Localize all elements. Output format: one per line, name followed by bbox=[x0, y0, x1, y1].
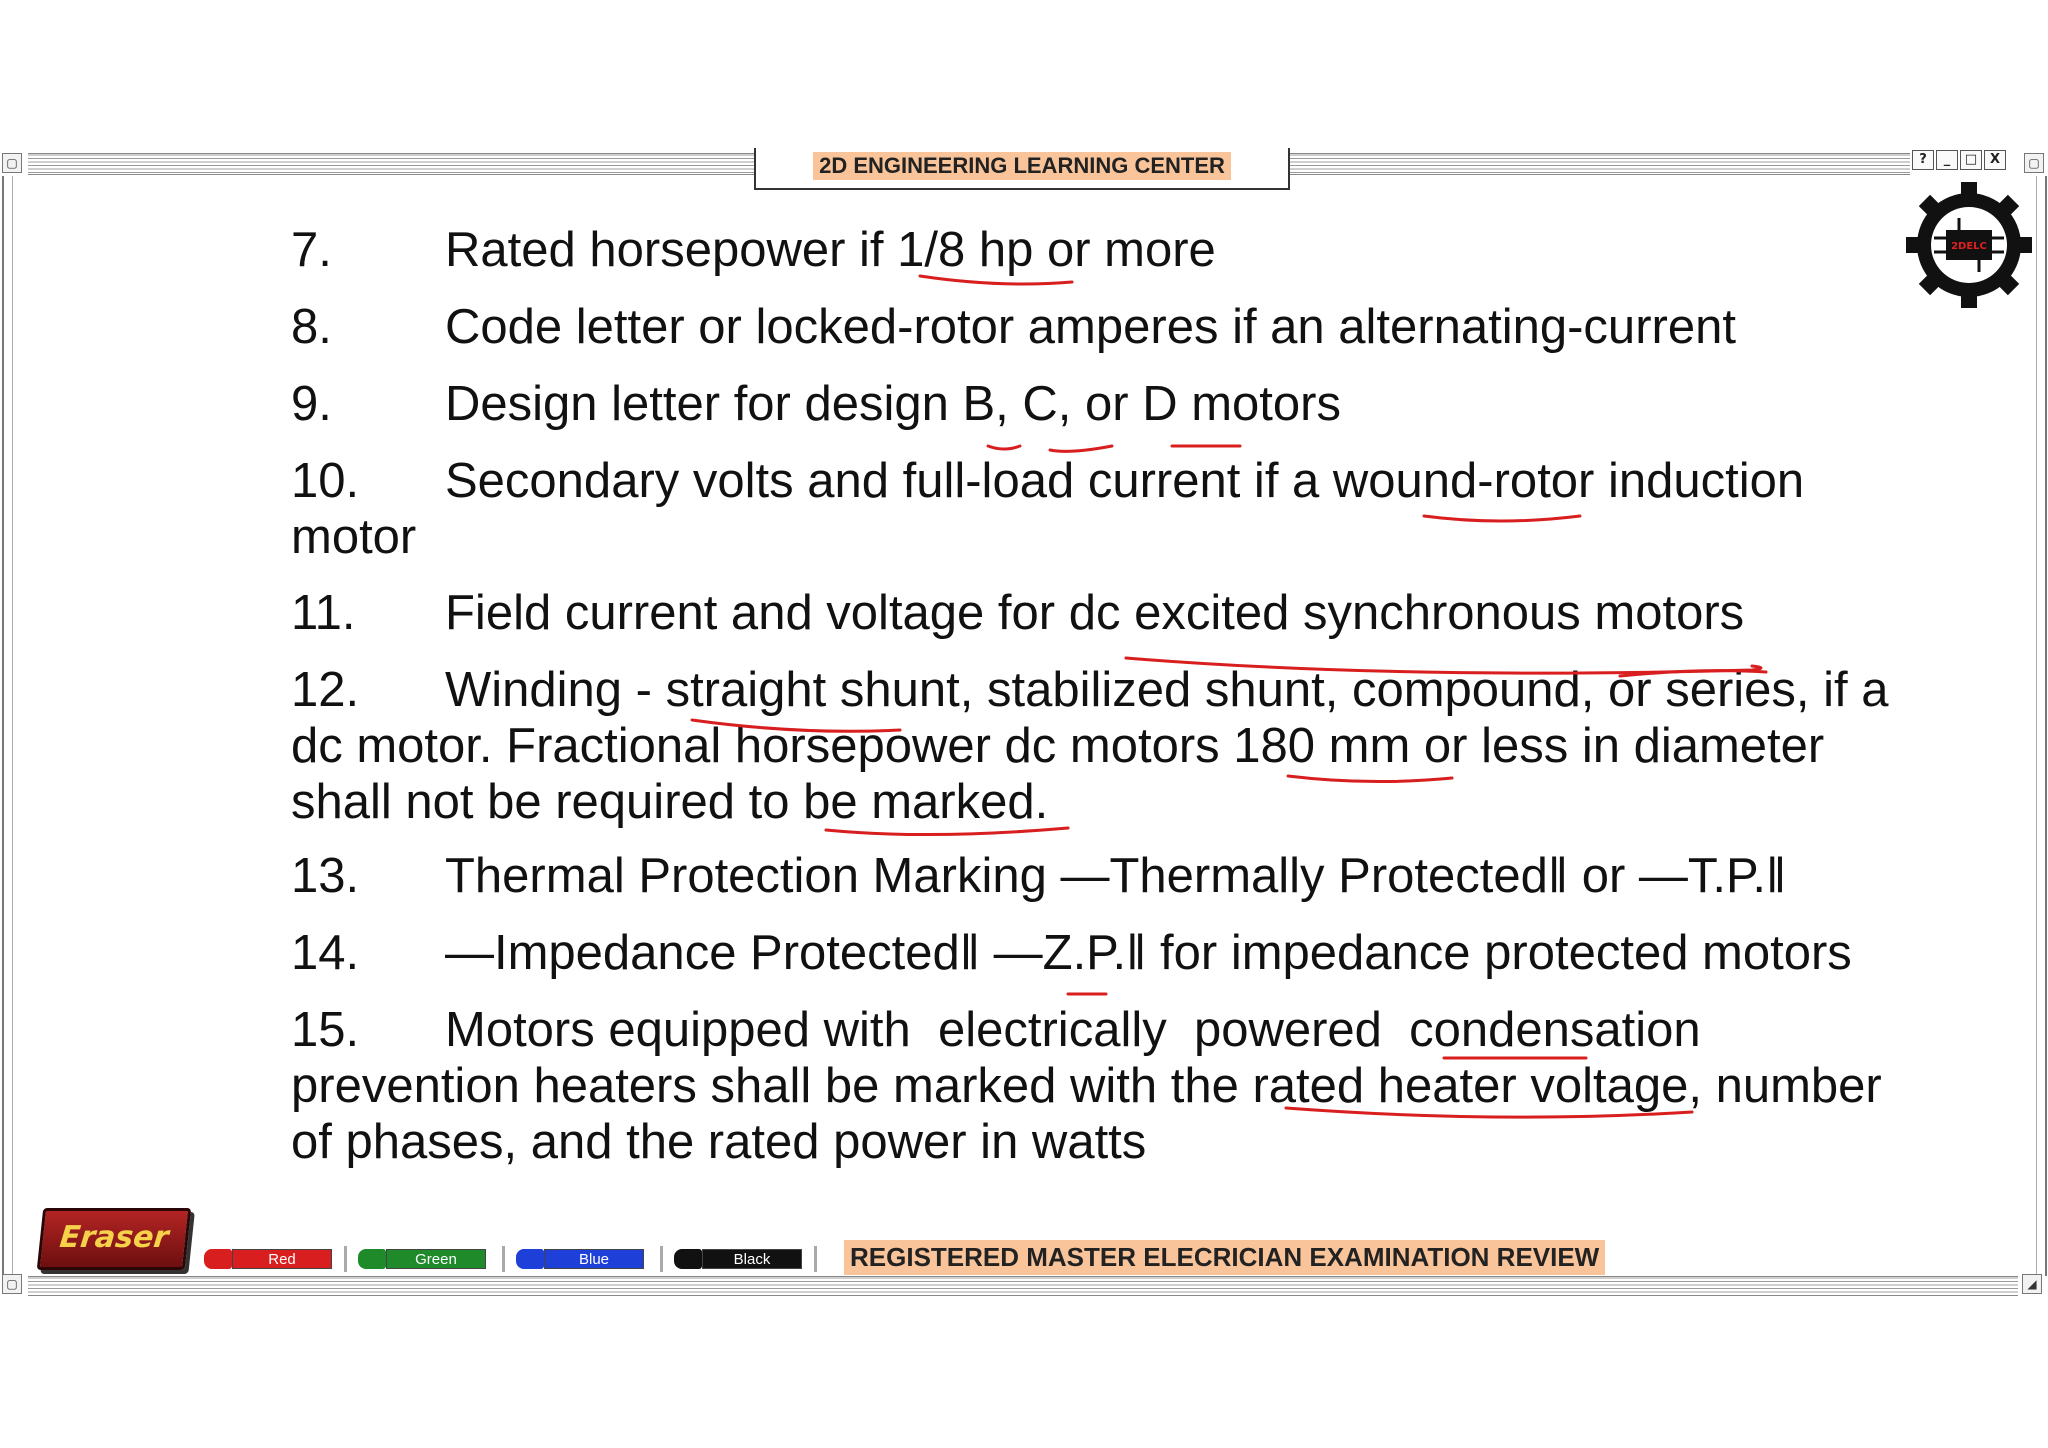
item-continuation: of phases, and the rated power in watts bbox=[291, 1115, 1147, 1169]
marker-label: Green bbox=[386, 1249, 486, 1269]
list-item-15 bbox=[291, 1002, 1991, 1170]
item-number: 11. bbox=[291, 586, 356, 640]
window-corner-icon[interactable]: ▢ bbox=[2024, 153, 2044, 173]
item-text: Field current and voltage for dc excited synchronous motors bbox=[445, 586, 1745, 640]
item-continuation: prevention heaters shall be marked with the rated heater voltage, number bbox=[291, 1059, 1882, 1113]
window-right-border bbox=[2036, 176, 2047, 1276]
item-number: 13. bbox=[291, 849, 360, 903]
item-continuation: motor bbox=[291, 510, 417, 564]
list-item-14 bbox=[291, 925, 1991, 981]
close-button[interactable]: X bbox=[1984, 150, 2006, 170]
window-left-border bbox=[2, 176, 13, 1276]
title-rail-right bbox=[1290, 153, 1910, 175]
window-menu-icon[interactable]: ▢ bbox=[2, 153, 22, 173]
logo-text: 2DELC bbox=[1951, 241, 1987, 252]
maximize-button[interactable]: □ bbox=[1960, 150, 1982, 170]
marker-label: Black bbox=[702, 1249, 802, 1269]
list-item-12 bbox=[291, 662, 1991, 830]
list-item-11 bbox=[291, 585, 1991, 641]
item-number: 9. bbox=[291, 377, 332, 431]
item-number: 10. bbox=[291, 454, 360, 508]
list-item-13 bbox=[291, 848, 1991, 904]
underline-c bbox=[1050, 446, 1112, 451]
item-number: 12. bbox=[291, 663, 360, 717]
item-text: Thermal Protection Marking —Thermally Protected‖ or —T.P.‖ bbox=[445, 849, 1787, 903]
blue-marker-button[interactable] bbox=[516, 1248, 644, 1270]
toolbar-separator bbox=[814, 1246, 817, 1272]
item-text: Motors equipped with electrically powered condensation bbox=[445, 1003, 1701, 1057]
page-title: 2D ENGINEERING LEARNING CENTER bbox=[813, 152, 1231, 180]
item-number: 8. bbox=[291, 300, 332, 354]
marker-cap-icon bbox=[516, 1249, 544, 1269]
item-text: Winding - straight shunt, stabilized shunt, compound, or series, if a bbox=[445, 663, 1889, 717]
bottom-left-corner-icon: ▢ bbox=[2, 1274, 22, 1294]
minimize-button[interactable]: _ bbox=[1936, 150, 1958, 170]
eraser-button[interactable]: Eraser bbox=[37, 1208, 192, 1270]
list-item-7 bbox=[291, 222, 1991, 278]
toolbar-separator bbox=[502, 1246, 505, 1272]
list-item-10 bbox=[291, 453, 1991, 565]
marker-label: Blue bbox=[544, 1249, 644, 1269]
toolbar-separator bbox=[344, 1246, 347, 1272]
title-rail-left bbox=[28, 153, 754, 175]
black-marker-button[interactable] bbox=[674, 1248, 802, 1270]
toolbar-separator bbox=[660, 1246, 663, 1272]
red-marker-button[interactable] bbox=[204, 1248, 332, 1270]
item-text: Design letter for design B, C, or D motors bbox=[445, 377, 1341, 431]
window-bottom-frame bbox=[28, 1276, 2018, 1296]
item-text: Rated horsepower if 1/8 hp or more bbox=[445, 223, 1216, 277]
help-button[interactable]: ? bbox=[1912, 150, 1934, 170]
exam-review-banner: REGISTERED MASTER ELECRICIAN EXAMINATION REVIEW bbox=[844, 1240, 1605, 1275]
item-number: 14. bbox=[291, 926, 360, 980]
title-tab bbox=[754, 148, 1290, 190]
list-item-8 bbox=[291, 299, 1991, 355]
item-text: Code letter or locked-rotor amperes if an alternating-current bbox=[445, 300, 1736, 354]
item-text: Secondary volts and full-load current if a wound-rotor induction bbox=[445, 454, 1805, 508]
item-text: —Impedance Protected‖ —Z.P.‖ for impedance protected motors bbox=[445, 926, 1852, 980]
marker-cap-icon bbox=[674, 1249, 702, 1269]
marker-cap-icon bbox=[204, 1249, 232, 1269]
marker-cap-icon bbox=[358, 1249, 386, 1269]
window-controls bbox=[1912, 150, 2006, 170]
item-continuation: dc motor. Fractional horsepower dc motors 180 mm or less in diameter bbox=[291, 719, 1825, 773]
underline-b bbox=[988, 446, 1020, 449]
green-marker-button[interactable] bbox=[358, 1248, 486, 1270]
list-item-9 bbox=[291, 376, 1991, 432]
item-number: 7. bbox=[291, 223, 332, 277]
marker-label: Red bbox=[232, 1249, 332, 1269]
item-continuation: shall not be required to be marked. bbox=[291, 775, 1049, 829]
item-number: 15. bbox=[291, 1003, 360, 1057]
resize-grip-icon[interactable]: ◢ bbox=[2022, 1274, 2042, 1294]
